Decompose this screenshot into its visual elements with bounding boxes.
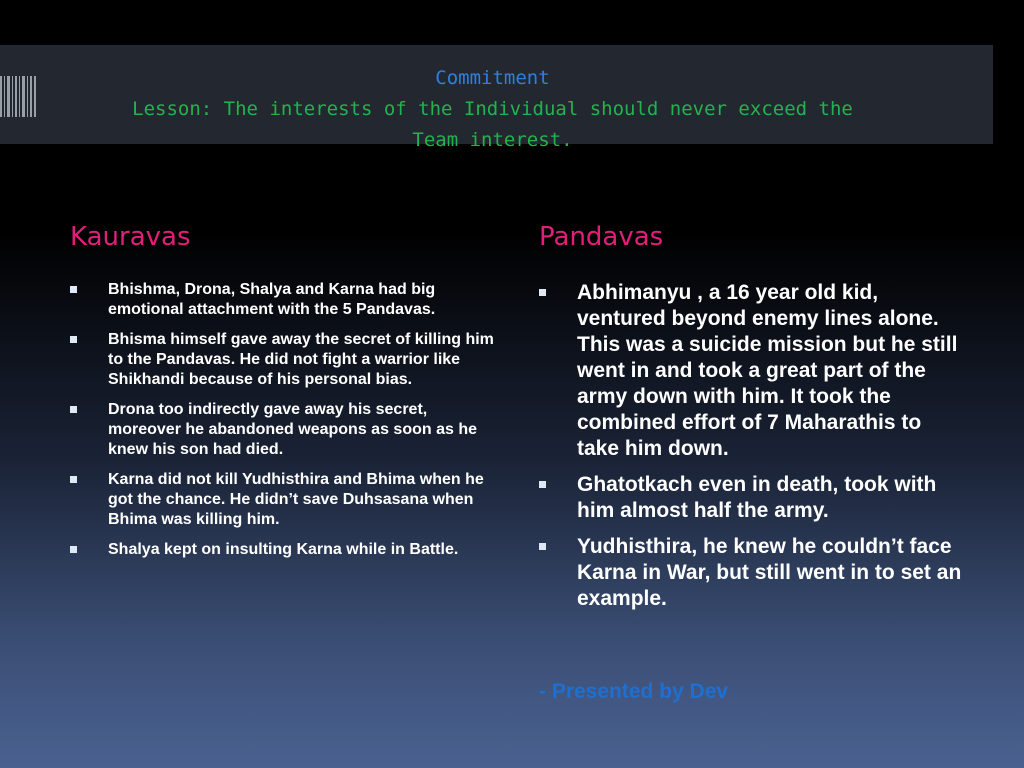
bullet-text: Bhisma himself gave away the secret of killing him to the Pandavas. He did not fight a warrior like Shikhandi because of his personal bias. xyxy=(108,331,494,388)
bullet-text: Karna did not kill Yudhisthira and Bhima when he got the chance. He didn’t save Duhsasana when Bhima was killing him. xyxy=(108,471,484,528)
square-bullet-icon xyxy=(70,546,77,553)
list-item xyxy=(539,280,969,462)
bullet-text: Abhimanyu , a 16 year old kid, ventured beyond enemy lines alone. This was a suicide mission but he still went in and took a great part of the army down with him. It took the combined effort of 7 Maharathis to take him down. xyxy=(577,281,958,460)
title-line-commitment: Commitment xyxy=(435,67,550,89)
pandavas-bullet-list xyxy=(539,280,969,622)
title-line-lesson-cont: Team interest. xyxy=(412,129,573,151)
square-bullet-icon xyxy=(70,406,77,413)
square-bullet-icon xyxy=(70,476,77,483)
barcode-icon xyxy=(0,76,36,117)
list-item xyxy=(539,472,969,524)
list-item xyxy=(539,534,969,612)
list-item xyxy=(70,540,498,560)
list-item xyxy=(70,280,498,320)
bullet-text: Yudhisthira, he knew he couldn’t face Karna in War, but still went in to set an example. xyxy=(577,535,962,610)
bullet-text: Bhishma, Drona, Shalya and Karna had big emotional attachment with the 5 Pandavas. xyxy=(108,281,436,318)
list-item xyxy=(70,330,498,390)
bullet-text: Shalya kept on insulting Karna while in Battle. xyxy=(108,541,459,558)
list-item xyxy=(70,470,498,530)
square-bullet-icon xyxy=(539,481,546,488)
pandavas-heading: Pandavas xyxy=(539,222,664,252)
kauravas-heading: Kauravas xyxy=(70,222,191,252)
square-bullet-icon xyxy=(70,286,77,293)
title-line-lesson: Lesson: The interests of the Individual should never exceed the xyxy=(132,98,853,120)
square-bullet-icon xyxy=(539,543,546,550)
slide-title xyxy=(40,63,945,156)
square-bullet-icon xyxy=(70,336,77,343)
bullet-text: Ghatotkach even in death, took with him almost half the army. xyxy=(577,473,937,522)
list-item xyxy=(70,400,498,460)
square-bullet-icon xyxy=(539,289,546,296)
presenter-credit: - Presented by Dev xyxy=(539,680,729,703)
kauravas-bullet-list xyxy=(70,280,498,570)
bullet-text: Drona too indirectly gave away his secret, moreover he abandoned weapons as soon as he knew his son had died. xyxy=(108,401,477,458)
